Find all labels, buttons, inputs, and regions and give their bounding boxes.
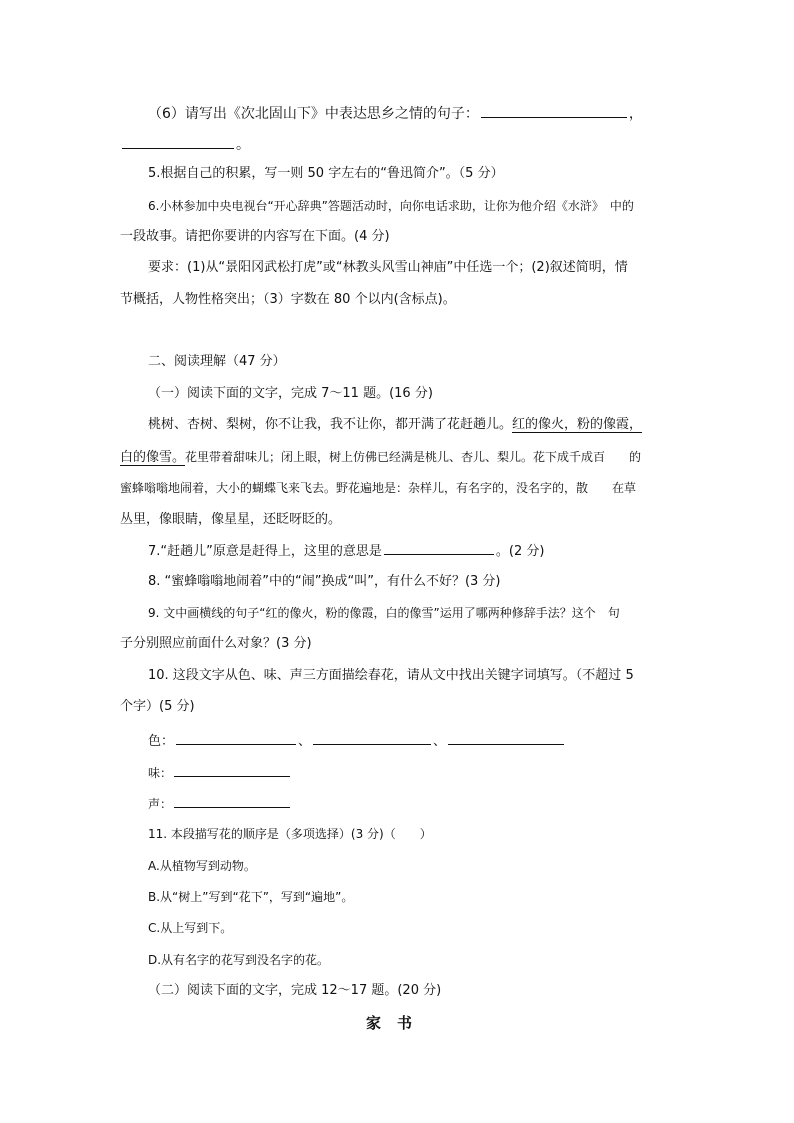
color-sep-2: 、 [433,734,447,749]
q6-comma: ， [628,106,643,122]
part-1-header: （一）阅读下面的文字，完成 7～11 题。(16 分) [148,386,433,401]
q6-end: 。 [236,137,250,153]
color-blank-2[interactable] [313,730,431,745]
q7-end: 。(2 分) [495,544,545,559]
sound-label: 声： [148,797,173,811]
q9-line-1: 9. 文中画横线的句子“红的像火，粉的像霞，白的像雪”运用了哪两种修辞手法？这个 句 [148,606,620,620]
q11-option-c: C.从上写到下。 [148,921,233,935]
q6-sub-line-2 [120,134,250,155]
part-2-header: （二）阅读下面的文字，完成 12～17 题。(20 分) [148,983,442,998]
color-blank-1[interactable] [176,730,296,745]
q7-text: 7.“赶趟儿”原意是赶得上，这里的意思是 [148,544,382,559]
article-title: 家书 [365,1014,428,1032]
q6-sub-text: （6）请写出《次北固山下》中表达思乡之情的句子： [148,106,479,122]
passage-text-1a: 桃树、杏树、梨树，你不让我，我不让你，都开满了花赶趟儿。 [148,417,513,432]
q10-color-line [148,730,566,752]
q10-taste-line [148,762,292,783]
q10-line-1: 10. 这段文字从色、味、声三方面描绘春花，请从文中找出关键字词填写。（不超过 5 [148,668,634,683]
taste-label: 味： [148,766,173,780]
passage-line-4: 丛里，像眼睛，像星星，还眨呀眨的。 [120,512,342,527]
q6-answer-blank-1[interactable] [481,103,627,118]
taste-blank[interactable] [174,762,290,777]
q11-stem: 11. 本段描写花的顺序是（多项选择）(3 分)（ ） [148,827,432,841]
color-label: 色： [148,734,175,749]
passage-line-3: 蜜蜂嗡嗡地闹着，大小的蝴蝶飞来飞去。野花遍地是：杂样儿，有名字的，没名字的，散 在草 [120,481,637,495]
q6-answer-blank-2[interactable] [122,134,234,149]
q6-sub-line [148,103,643,124]
color-blank-3[interactable] [448,730,564,745]
underlined-sentence-part-1: 红的像火，粉的像霞， [512,417,643,432]
sound-blank[interactable] [174,793,290,808]
q7-answer-blank[interactable] [384,540,494,555]
section-2-heading: 二、阅读理解（47 分） [148,354,286,369]
q11-option-a: A.从植物写到动物。 [148,859,256,873]
q5-text: 5.根据自己的积累，写一则 50 字左右的“鲁迅简介”。（5 分） [148,166,504,181]
passage-line-1 [148,415,642,435]
q11-option-d: D.从有名字的花写到没名字的花。 [148,953,330,967]
q6-line-2: 一段故事。请把你要讲的内容写在下面。(4 分) [120,229,390,244]
q10-sound-line [148,793,292,814]
q6-requirement-1: 要求：(1)从“景阳冈武松打虎”或“林教头风雪山神庙”中任选一个；(2)叙述简明，情 [148,260,628,275]
color-sep-1: 、 [298,734,312,749]
underlined-sentence-part-2: 白的像雪。 [120,450,186,465]
q6-requirement-2: 节概括，人物性格突出；（3）字数在 80 个以内(含标点)。 [120,292,456,307]
q9-line-2: 子分别照应前面什么对象？(3 分) [120,636,312,651]
q11-option-b: B.从“树上”写到“花下”，写到“遍地”。 [148,890,354,904]
q10-line-2: 个字）(5 分) [120,699,195,714]
q7-line [148,540,544,562]
passage-text-2b: 花里带着甜味儿；闭上眼，树上仿佛已经满是桃儿、杏儿、梨儿。花下成千成百 的 [185,450,642,464]
q8-text: 8. “蜜蜂嗡嗡地闹着”中的“闹”换成“叫”，有什么不好？(3 分) [148,574,501,589]
passage-line-2 [120,447,641,468]
q6-line-1: 6.小林参加中央电视台“开心辞典”答题活动时，向你电话求助，让你为他介绍《水浒》 中的 [148,199,634,213]
